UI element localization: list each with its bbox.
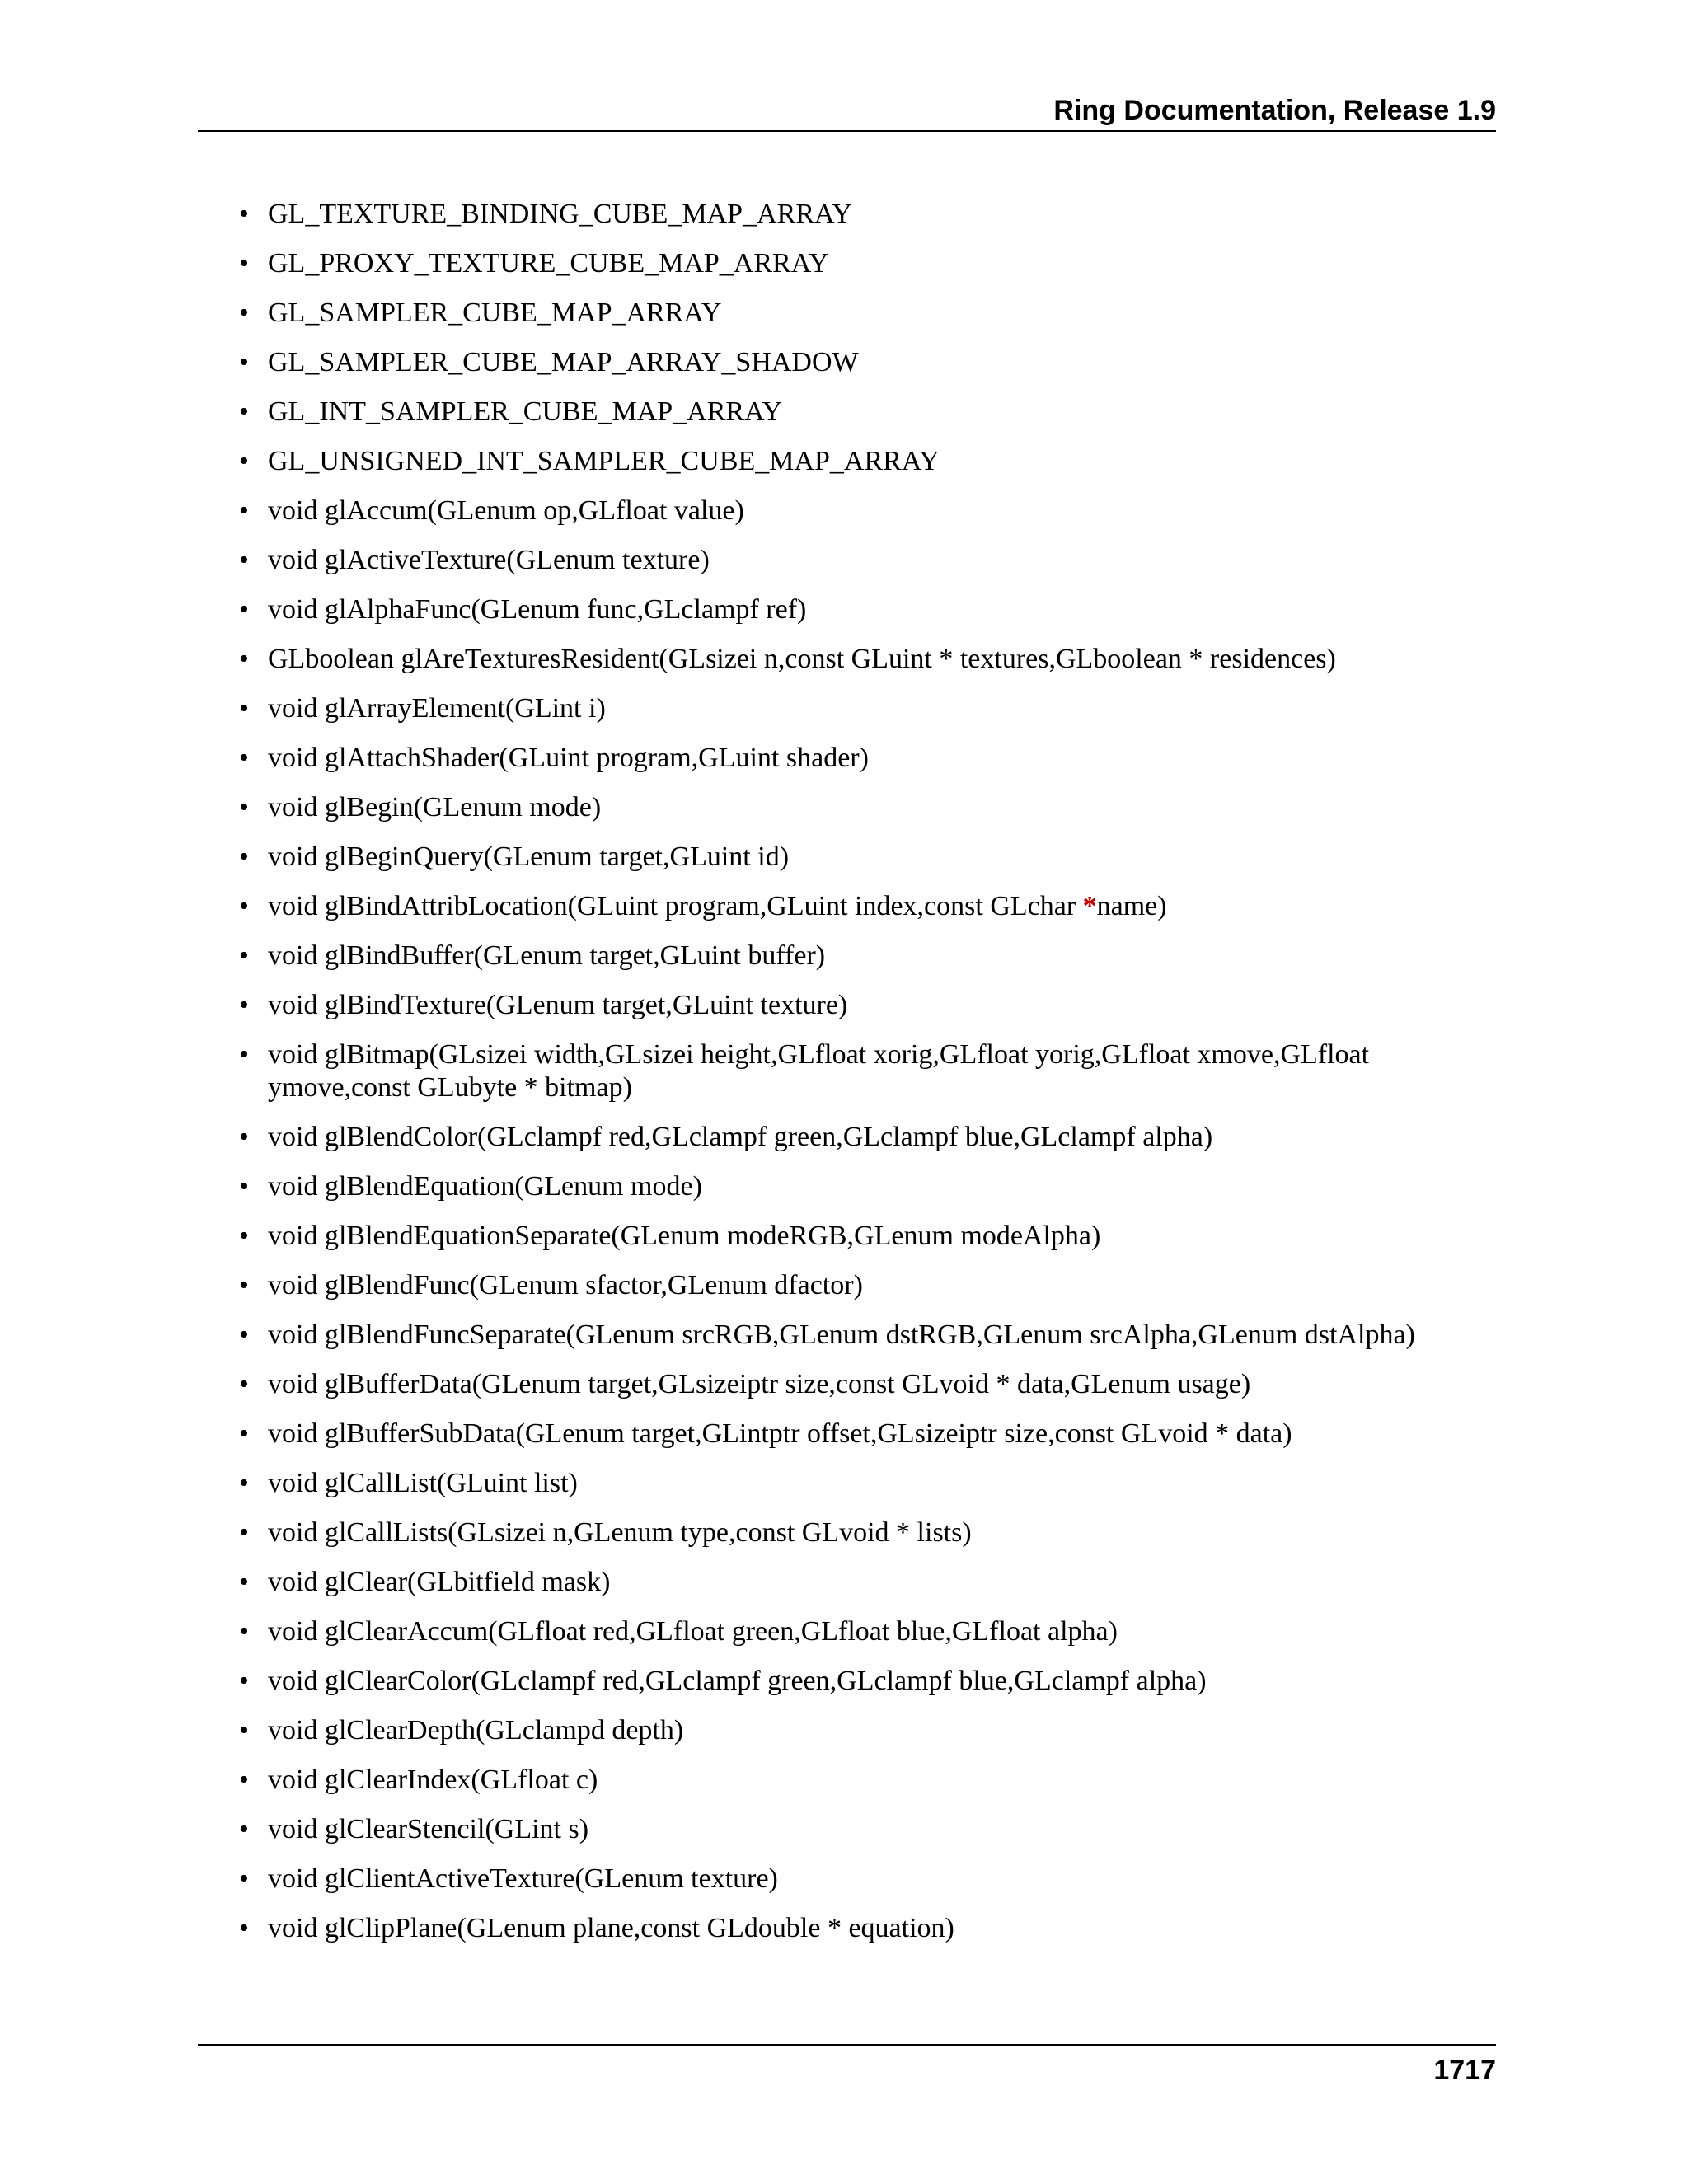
- bullet-icon: •: [239, 841, 249, 872]
- bullet-icon: •: [239, 1270, 249, 1301]
- bullet-icon: •: [239, 199, 249, 229]
- list-item-text: GL_INT_SAMPLER_CUBE_MAP_ARRAY: [268, 396, 783, 427]
- bullet-icon: •: [239, 1814, 249, 1844]
- list-item: [239, 890, 1496, 923]
- bullet-icon: •: [239, 1715, 249, 1746]
- list-item-text: void glBlendColor(GLclampf red,GLclampf green,GLclampf blue,GLclampf alpha): [268, 1122, 1213, 1152]
- list-item-text: void glBindTexture(GLenum target,GLuint texture): [268, 990, 848, 1020]
- bullet-icon: •: [239, 1567, 249, 1597]
- list-item-text: void glBitmap(GLsizei width,GLsizei height,GLfloat xorig,GLfloat yorig,GLfloat xmove,GLfloat ymove,const GLubyte * bitmap): [268, 1039, 1370, 1103]
- bullet-icon: •: [239, 1319, 249, 1350]
- list-item-text-after: name): [1096, 891, 1167, 921]
- list-item-text: void glAttachShader(GLuint program,GLuint shader): [268, 743, 869, 773]
- bullet-icon: •: [239, 1913, 249, 1943]
- list-item-text-before: void glBindAttribLocation(GLuint program,GLuint index,const GLchar: [268, 891, 1083, 921]
- list-item-text: void glClearColor(GLclampf red,GLclampf green,GLclampf blue,GLclampf alpha): [268, 1666, 1207, 1696]
- page-footer: [198, 2044, 1496, 2090]
- list-item-text: GLboolean glAreTexturesResident(GLsizei n,const GLuint * textures,GLboolean * residences): [268, 644, 1336, 674]
- list-item-text: void glBlendEquationSeparate(GLenum modeRGB,GLenum modeAlpha): [268, 1221, 1101, 1251]
- list-item: [239, 494, 1496, 527]
- list-item: [239, 198, 1496, 231]
- bullet-icon: •: [239, 743, 249, 773]
- list-item: [239, 1170, 1496, 1203]
- list-item: [239, 544, 1496, 577]
- list-item: [239, 1813, 1496, 1846]
- list-item: [239, 396, 1496, 429]
- list-item-text: void glBegin(GLenum mode): [268, 792, 602, 823]
- list-item: [239, 1764, 1496, 1797]
- bullet-icon: •: [239, 545, 249, 575]
- bullet-icon: •: [239, 1171, 249, 1202]
- list-item: [239, 1319, 1496, 1352]
- highlighted-asterisk: *: [1082, 891, 1097, 921]
- list-item: [239, 643, 1496, 676]
- bullet-icon: •: [239, 1221, 249, 1251]
- list-item-text: void glArrayElement(GLint i): [268, 693, 606, 724]
- list-item-text: void glAccum(GLenum op,GLfloat value): [268, 495, 744, 526]
- bullet-icon: •: [239, 1616, 249, 1647]
- list-item-text: void glAlphaFunc(GLenum func,GLclampf ref): [268, 594, 807, 625]
- list-item: [239, 1121, 1496, 1154]
- list-item-text: void glBlendEquation(GLenum mode): [268, 1171, 702, 1202]
- list-item-text: void glClearStencil(GLint s): [268, 1814, 589, 1844]
- list-item: [239, 1615, 1496, 1648]
- list-item-text: GL_TEXTURE_BINDING_CUBE_MAP_ARRAY: [268, 199, 852, 229]
- list-item: [239, 1038, 1496, 1104]
- page-header: [198, 91, 1496, 132]
- list-item: [239, 692, 1496, 725]
- bullet-icon: •: [239, 1468, 249, 1498]
- list-item: [239, 247, 1496, 280]
- list-item: [239, 1516, 1496, 1549]
- list-item: [239, 593, 1496, 626]
- list-item-text: void glActiveTexture(GLenum texture): [268, 545, 710, 575]
- list-item: [239, 1467, 1496, 1500]
- list-item-text: GL_PROXY_TEXTURE_CUBE_MAP_ARRAY: [268, 248, 829, 279]
- list-item: [239, 1714, 1496, 1747]
- list-item: [239, 1269, 1496, 1302]
- list-item: [239, 1566, 1496, 1599]
- list-item-text: void glClientActiveTexture(GLenum texture): [268, 1863, 778, 1894]
- bullet-icon: •: [239, 1517, 249, 1548]
- bullet-icon: •: [239, 495, 249, 526]
- list-item: [239, 989, 1496, 1022]
- bullet-icon: •: [239, 248, 249, 279]
- bullet-icon: •: [239, 891, 249, 921]
- bullet-icon: •: [239, 1122, 249, 1152]
- bullet-icon: •: [239, 792, 249, 823]
- list-item-text: void glBufferData(GLenum target,GLsizeiptr size,const GLvoid * data,GLenum usage): [268, 1369, 1251, 1399]
- list-item: [239, 1863, 1496, 1896]
- list-item: [239, 445, 1496, 478]
- bullet-icon: •: [239, 990, 249, 1020]
- bullet-icon: •: [239, 1765, 249, 1795]
- list-item-text: void glCallList(GLuint list): [268, 1468, 578, 1498]
- list-item: [239, 297, 1496, 330]
- list-item: [239, 940, 1496, 972]
- list-item: [239, 1665, 1496, 1698]
- page-number: 1717: [1433, 2055, 1496, 2086]
- bullet-icon: •: [239, 693, 249, 724]
- list-item-text: GL_UNSIGNED_INT_SAMPLER_CUBE_MAP_ARRAY: [268, 446, 940, 476]
- list-item: [239, 1220, 1496, 1253]
- bullet-icon: •: [239, 347, 249, 377]
- list-item-text: void glBeginQuery(GLenum target,GLuint id): [268, 841, 790, 872]
- list-item-text: void glBlendFunc(GLenum sfactor,GLenum dfactor): [268, 1270, 863, 1301]
- bullet-icon: •: [239, 1418, 249, 1449]
- list-item-text: void glClearDepth(GLclampd depth): [268, 1715, 684, 1746]
- list-item: [239, 1418, 1496, 1451]
- list-item-text: void glBlendFuncSeparate(GLenum srcRGB,GLenum dstRGB,GLenum srcAlpha,GLenum dstAlpha): [268, 1319, 1415, 1350]
- list-item: [239, 1368, 1496, 1401]
- bullet-icon: •: [239, 298, 249, 328]
- list-item: [239, 1912, 1496, 1945]
- list-item: [239, 791, 1496, 824]
- bullet-icon: •: [239, 446, 249, 476]
- list-item: [239, 346, 1496, 379]
- list-item-text: GL_SAMPLER_CUBE_MAP_ARRAY_SHADOW: [268, 347, 859, 377]
- bullet-icon: •: [239, 1666, 249, 1696]
- list-item: [239, 742, 1496, 775]
- list-item-text: void glBindBuffer(GLenum target,GLuint buffer): [268, 940, 826, 971]
- list-item-text: void glClear(GLbitfield mask): [268, 1567, 611, 1597]
- bullet-icon: •: [239, 594, 249, 625]
- bullet-icon: •: [239, 940, 249, 971]
- document-title: Ring Documentation, Release 1.9: [1053, 95, 1496, 126]
- list-item-text: void glClipPlane(GLenum plane,const GLdouble * equation): [268, 1913, 954, 1943]
- list-item-text: GL_SAMPLER_CUBE_MAP_ARRAY: [268, 298, 722, 328]
- function-list: [239, 198, 1496, 1945]
- list-item-text: void glBufferSubData(GLenum target,GLintptr offset,GLsizeiptr size,const GLvoid * data): [268, 1418, 1292, 1449]
- bullet-icon: •: [239, 1369, 249, 1399]
- bullet-icon: •: [239, 1039, 249, 1070]
- bullet-icon: •: [239, 1863, 249, 1894]
- bullet-icon: •: [239, 396, 249, 427]
- bullet-icon: •: [239, 644, 249, 674]
- list-item-text: void glCallLists(GLsizei n,GLenum type,const GLvoid * lists): [268, 1517, 972, 1548]
- page-content: [239, 198, 1496, 1961]
- list-item-text: void glClearIndex(GLfloat c): [268, 1765, 598, 1795]
- list-item: [239, 841, 1496, 874]
- list-item-text: void glClearAccum(GLfloat red,GLfloat green,GLfloat blue,GLfloat alpha): [268, 1616, 1118, 1647]
